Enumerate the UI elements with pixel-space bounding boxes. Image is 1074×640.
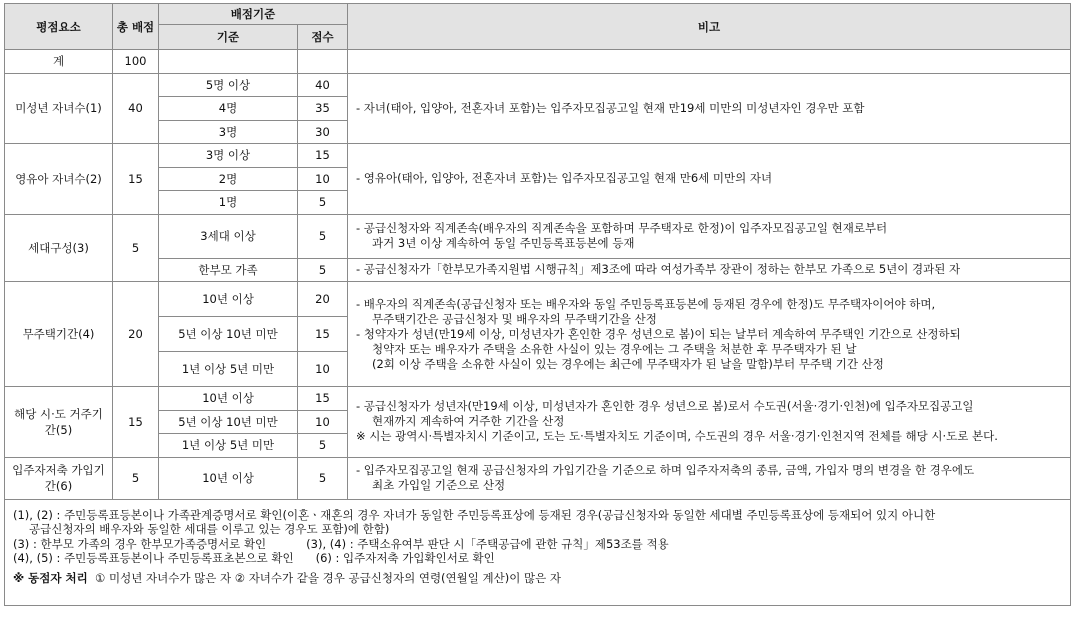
- score-cell: 10: [298, 410, 348, 434]
- remark-line: - 배우자의 직계존속(공급신청자 또는 배우자와 동일 주민등록표등본에 등재된 경우에 한정)도 무주택자이어야 하며,: [356, 296, 936, 311]
- total-cell: 5: [113, 214, 159, 282]
- table-row: [5, 144, 1071, 168]
- total-value: 100: [113, 50, 159, 74]
- criterion-cell: 4명: [159, 97, 298, 121]
- score-cell: 10: [298, 352, 348, 387]
- footnote-line: (1), (2) : 주민등록표등본이나 가족관계증명서로 확인(이혼ㆍ재혼의 경우 자녀가 동일한 주민등록표상에 등재된 경우(공급신청자와 동일한 세대별 주민등록표상에 등재되어 있지 아니한: [13, 507, 936, 522]
- header-total: 총 배점: [113, 4, 159, 50]
- score-cell: 15: [298, 317, 348, 352]
- table-row: [5, 258, 1071, 282]
- criterion-cell: 10년 이상: [159, 457, 298, 499]
- remark-line: (2회 이상 주택을 소유한 사실이 있는 경우에는 최근에 무주택자가 된 날을 말함)부터 무주택 기간 산정: [372, 356, 884, 371]
- footnote-cell: [5, 499, 1071, 605]
- footnote-text: (6) : 입주자저축 가입확인서로 확인: [315, 551, 495, 565]
- remark-line: ※ 시는 광역시·특별자치시 기준이고, 도는 도·특별자치도 기준이며, 수도권의 경우 서울·경기·인천지역 전체를 해당 시·도로 본다.: [356, 429, 998, 444]
- header-factor: 평점요소: [5, 4, 113, 50]
- tie-break-line: [13, 571, 1062, 586]
- factor-cell: 미성년 자녀수(1): [5, 73, 113, 144]
- header-score: 점수: [298, 25, 348, 50]
- criterion-cell: 3세대 이상: [159, 214, 298, 258]
- criterion-cell: 1년 이상 5년 미만: [159, 352, 298, 387]
- tie-break-label: ※ 동점자 처리: [13, 570, 88, 585]
- scoring-table-container: [4, 3, 1070, 606]
- score-cell: 40: [298, 73, 348, 97]
- total-row: [5, 50, 1071, 74]
- remark-line: 과거 3년 이상 계속하여 동일 주민등록표등본에 등재: [372, 236, 635, 250]
- score-cell: 5: [298, 457, 348, 499]
- footnote-text: (4), (5) : 주민등록표등본이나 주민등록표초본으로 확인: [13, 551, 294, 565]
- footnote-row: [5, 499, 1071, 605]
- score-cell: 20: [298, 282, 348, 317]
- remarks-cell: [348, 73, 1071, 144]
- remark-line: 현재까지 계속하여 거주한 기간을 산정: [372, 414, 565, 429]
- footnote-line: 공급신청자의 배우자와 동일한 세대를 이루고 있는 경우도 포함)에 한함): [29, 522, 390, 536]
- total-cell: 40: [113, 73, 159, 144]
- score-cell: 5: [298, 434, 348, 458]
- criterion-cell: 1년 이상 5년 미만: [159, 434, 298, 458]
- remark-line: 무주택기간은 공급신청자 및 배우자의 무주택기간을 산정: [372, 311, 657, 326]
- remark-line: - 공급신청자가 성년자(만19세 이상, 미성년자가 혼인한 경우 성년으로 봄)로서 수도권(서울·경기·인천)에 입주자모집공고일: [356, 399, 974, 414]
- remark-line: - 청약자가 성년(만19세 이상, 미성년자가 혼인한 경우 성년으로 봄)이 되는 날부터 계속하여 무주택인 기간으로 산정하되: [356, 326, 961, 341]
- remarks-cell: [348, 457, 1071, 499]
- factor-cell: 영유아 자녀수(2): [5, 144, 113, 215]
- header-remarks: 비고: [348, 4, 1071, 50]
- score-cell: 5: [298, 191, 348, 215]
- header-row-1: [5, 4, 1071, 25]
- total-cell: 15: [113, 387, 159, 458]
- footnote-text: (3) : 한부모 가족의 경우 한부모가족증명서로 확인: [13, 536, 267, 551]
- score-cell: 30: [298, 120, 348, 144]
- criterion-cell: 3명: [159, 120, 298, 144]
- remarks-cell: [348, 214, 1071, 258]
- criterion-cell: 10년 이상: [159, 282, 298, 317]
- remark-line: - 자녀(태아, 입양아, 전혼자녀 포함)는 입주자모집공고일 현재 만19세 미만의 미성년자인 경우만 포함: [356, 100, 865, 115]
- criterion-cell: 5년 이상 10년 미만: [159, 317, 298, 352]
- criterion-cell: 5년 이상 10년 미만: [159, 410, 298, 434]
- criterion-cell: 3명 이상: [159, 144, 298, 168]
- score-cell: 5: [298, 258, 348, 282]
- total-cell: 15: [113, 144, 159, 215]
- score-cell: 15: [298, 387, 348, 411]
- tie-break-text: ① 미성년 자녀수가 많은 자 ② 자녀수가 같을 경우 공급신청자의 연령(연월일 계산)이 많은 자: [95, 570, 561, 585]
- remark-line: 청약자 또는 배우자가 주택을 소유한 사실이 있는 경우에는 그 주택을 처분한 후 무주택자가 된 날: [372, 341, 857, 356]
- table-row: [5, 214, 1071, 258]
- table-row: [5, 387, 1071, 411]
- remarks-cell: [348, 282, 1071, 387]
- factor-cell: 세대구성(3): [5, 214, 113, 282]
- remark-line: - 영유아(태아, 입양아, 전혼자녀 포함)는 입주자모집공고일 현재 만6세 미만의 자녀: [356, 171, 773, 186]
- header-criteria-group: 배점기준: [159, 4, 348, 25]
- table-row: [5, 282, 1071, 317]
- remarks-cell: [348, 144, 1071, 215]
- score-cell: 35: [298, 97, 348, 121]
- footnote-line: [13, 537, 1062, 552]
- remarks-cell: [348, 387, 1071, 458]
- factor-cell: 해당 시·도 거주기간(5): [5, 387, 113, 458]
- remark-line: - 입주자모집공고일 현재 공급신청자의 가입기간을 기준으로 하며 입주자저축의 종류, 금액, 가입자 명의 변경을 한 경우에도: [356, 463, 975, 477]
- scoring-table: [4, 3, 1071, 606]
- total-cell: 20: [113, 282, 159, 387]
- header-criteria: 기준: [159, 25, 298, 50]
- score-cell: 15: [298, 144, 348, 168]
- criterion-cell: 5명 이상: [159, 73, 298, 97]
- footnote-line: [13, 551, 1062, 566]
- criterion-cell: 한부모 가족: [159, 258, 298, 282]
- criterion-cell: 10년 이상: [159, 387, 298, 411]
- table-row: [5, 73, 1071, 97]
- remark-line: 최초 가입일 기준으로 산정: [372, 478, 506, 492]
- factor-cell: 무주택기간(4): [5, 282, 113, 387]
- total-label: 계: [5, 50, 113, 74]
- score-cell: 10: [298, 167, 348, 191]
- score-cell: 5: [298, 214, 348, 258]
- total-cell: 5: [113, 457, 159, 499]
- factor-cell: 입주자저축 가입기간(6): [5, 457, 113, 499]
- table-row: [5, 457, 1071, 499]
- criterion-cell: 2명: [159, 167, 298, 191]
- footnote-text: (3), (4) : 주택소유여부 판단 시「주택공급에 관한 규칙」제53조를 적용: [306, 536, 669, 551]
- remark-line: - 공급신청자와 직계존속(배우자의 직계존속을 포함하며 무주택자로 한정)이 입주자모집공고일 현재로부터: [356, 221, 888, 235]
- criterion-cell: 1명: [159, 191, 298, 215]
- remarks-cell: - 공급신청자가「한부모가족지원법 시행규칙」제3조에 따라 여성가족부 장관이 정하는 한부모 가족으로 5년이 경과된 자: [348, 258, 1071, 282]
